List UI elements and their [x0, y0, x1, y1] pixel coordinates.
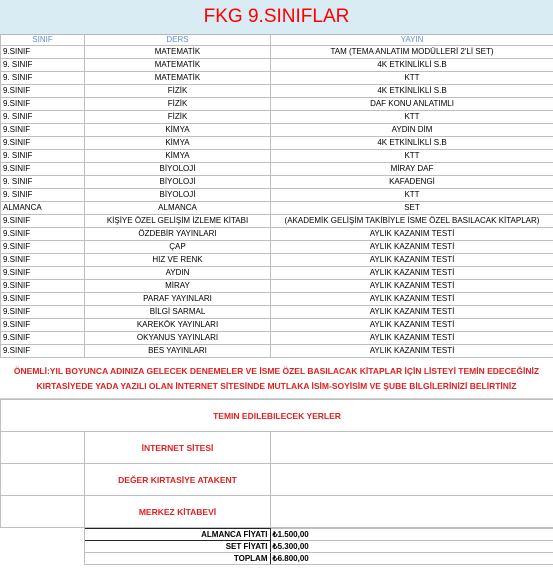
table-row — [1, 85, 553, 98]
cell-yayin: AYLIK KAZANIM TESTİ — [271, 280, 553, 293]
cell-yayin: AYLIK KAZANIM TESTİ — [271, 267, 553, 280]
supply-table — [0, 399, 553, 528]
cell-sinif: ALMANCA — [1, 202, 85, 215]
table-row — [1, 332, 553, 345]
cell-yayin: SET — [271, 202, 553, 215]
cell-ders: KAREKÖK YAYINLARI — [85, 319, 271, 332]
book-list-table — [0, 35, 553, 358]
cell-yayin: AYLIK KAZANIM TESTİ — [271, 319, 553, 332]
note-line-1: ÖNEMLİ:YIL BOYUNCA ADINIZA GELECEK DENEMELER VE İSME ÖZEL BASILACAK KİTAPLAR İÇİN LİSTEYİ TEMİN EDECEĞİNİZ — [13, 366, 540, 376]
cell-yayin: KTT — [271, 189, 553, 202]
cell-ders: BES YAYINLARI — [85, 345, 271, 358]
cell-sinif: 9.SINIF — [1, 98, 85, 111]
cell-ders: BİYOLOJİ — [85, 189, 271, 202]
cell-yayin: AYLIK KAZANIM TESTİ — [271, 345, 553, 358]
cell-ders: ALMANCA — [85, 202, 271, 215]
cell-yayin: AYLIK KAZANIM TESTİ — [271, 241, 553, 254]
cell-yayin: KTT — [271, 150, 553, 163]
price-label: SET FİYATI — [84, 541, 270, 553]
cell-sinif: 9.SINIF — [1, 319, 85, 332]
price-row — [0, 553, 553, 565]
cell-yayin: 4K ETKİNLİKLİ S.B — [271, 59, 553, 72]
cell-ders: KİMYA — [85, 124, 271, 137]
cell-sinif: 9.SINIF — [1, 267, 85, 280]
cell-sinif: 9. SINIF — [1, 150, 85, 163]
price-value: ₺6.800,00 — [270, 553, 553, 565]
cell-sinif: 9.SINIF — [1, 215, 85, 228]
cell-yayin: KTT — [271, 72, 553, 85]
table-row — [1, 202, 553, 215]
cell-ders: KİMYA — [85, 150, 271, 163]
cell-sinif: 9.SINIF — [1, 254, 85, 267]
table-row — [1, 319, 553, 332]
price-label: TOPLAM — [84, 553, 270, 565]
table-row — [1, 176, 553, 189]
important-note — [0, 358, 553, 399]
cell-sinif: 9. SINIF — [1, 59, 85, 72]
supply-internet: İNTERNET SİTESİ — [85, 432, 271, 464]
cell-yayin: AYLIK KAZANIM TESTİ — [271, 254, 553, 267]
price-table — [0, 528, 553, 565]
cell-ders: FİZİK — [85, 98, 271, 111]
price-row — [0, 541, 553, 553]
cell-sinif: 9.SINIF — [1, 306, 85, 319]
cell-yayin: AYDIN DİM — [271, 124, 553, 137]
cell-yayin: DAF KONU ANLATIMLI — [271, 98, 553, 111]
cell-yayin: AYLIK KAZANIM TESTİ — [271, 228, 553, 241]
cell-yayin: KTT — [271, 111, 553, 124]
cell-ders: MATEMATİK — [85, 46, 271, 59]
cell-sinif: 9.SINIF — [1, 137, 85, 150]
table-row — [1, 59, 553, 72]
table-row — [1, 72, 553, 85]
cell-sinif: 9. SINIF — [1, 111, 85, 124]
price-row — [0, 529, 553, 541]
header-yayin: YAYIN — [271, 35, 553, 46]
supply-merkez: MERKEZ KİTABEVİ — [85, 496, 271, 528]
cell-ders: FİZİK — [85, 111, 271, 124]
cell-ders: MATEMATİK — [85, 59, 271, 72]
table-row — [1, 254, 553, 267]
cell-ders: MİRAY — [85, 280, 271, 293]
cell-yayin: MİRAY DAF — [271, 163, 553, 176]
cell-ders: ÖZDEBİR YAYINLARI — [85, 228, 271, 241]
table-row — [1, 137, 553, 150]
page-title: FKG 9.SINIFLAR — [0, 0, 553, 35]
cell-yayin: (AKADEMİK GELİŞİM TAKİBİYLE İSME ÖZEL BASILACAK KİTAPLAR) — [271, 215, 553, 228]
table-row — [1, 111, 553, 124]
cell-sinif: 9.SINIF — [1, 163, 85, 176]
table-header — [1, 35, 553, 46]
header-sinif: SINIF — [1, 35, 85, 46]
supply-title: TEMIN EDILEBILECEK YERLER — [1, 400, 553, 432]
cell-yayin: AYLIK KAZANIM TESTİ — [271, 293, 553, 306]
table-body — [1, 46, 553, 358]
cell-yayin: AYLIK KAZANIM TESTİ — [271, 306, 553, 319]
cell-sinif: 9.SINIF — [1, 124, 85, 137]
cell-ders: HIZ VE RENK — [85, 254, 271, 267]
table-row — [1, 163, 553, 176]
cell-yayin: TAM (TEMA ANLATIM MODÜLLERİ 2'Lİ SET) — [271, 46, 553, 59]
cell-sinif: 9.SINIF — [1, 280, 85, 293]
cell-ders: KİMYA — [85, 137, 271, 150]
cell-sinif: 9.SINIF — [1, 85, 85, 98]
cell-ders: ÇAP — [85, 241, 271, 254]
table-row — [1, 267, 553, 280]
cell-ders: BİYOLOJİ — [85, 176, 271, 189]
cell-ders: AYDIN — [85, 267, 271, 280]
cell-sinif: 9. SINIF — [1, 72, 85, 85]
table-row — [1, 280, 553, 293]
price-value: ₺1.500,00 — [270, 529, 553, 541]
cell-ders: BİLGİ SARMAL — [85, 306, 271, 319]
cell-sinif: 9.SINIF — [1, 228, 85, 241]
price-value: ₺5.300,00 — [270, 541, 553, 553]
cell-ders: PARAF YAYINLARI — [85, 293, 271, 306]
cell-sinif: 9.SINIF — [1, 332, 85, 345]
supply-kirtasiye: DEĞER KIRTASİYE ATAKENT — [85, 464, 271, 496]
cell-ders: FİZİK — [85, 85, 271, 98]
cell-yayin: 4K ETKİNLİKLİ S.B — [271, 85, 553, 98]
cell-sinif: 9. SINIF — [1, 176, 85, 189]
cell-sinif: 9.SINIF — [1, 293, 85, 306]
cell-sinif: 9. SINIF — [1, 189, 85, 202]
cell-ders: MATEMATİK — [85, 72, 271, 85]
table-row — [1, 46, 553, 59]
table-row — [1, 98, 553, 111]
table-row — [1, 215, 553, 228]
cell-ders: KİŞİYE ÖZEL GELİŞİM İZLEME KİTABI — [85, 215, 271, 228]
cell-ders: BİYOLOJİ — [85, 163, 271, 176]
cell-yayin: AYLIK KAZANIM TESTİ — [271, 332, 553, 345]
price-label: ALMANCA FİYATI — [84, 529, 270, 541]
cell-yayin: KAFADENGİ — [271, 176, 553, 189]
table-row — [1, 228, 553, 241]
cell-sinif: 9.SINIF — [1, 46, 85, 59]
cell-sinif: 9.SINIF — [1, 345, 85, 358]
cell-ders: OKYANUS YAYINLARI — [85, 332, 271, 345]
table-row — [1, 150, 553, 163]
table-row — [1, 189, 553, 202]
table-row — [1, 241, 553, 254]
table-row — [1, 124, 553, 137]
cell-yayin: 4K ETKİNLİKLİ S.B — [271, 137, 553, 150]
table-row — [1, 345, 553, 358]
table-row — [1, 293, 553, 306]
header-ders: DERS — [85, 35, 271, 46]
note-line-2: KIRTASİYEDE YADA YAZILI OLAN İNTERNET SİTESİNDE MUTLAKA İSİM-SOYİSİM VE ŞUBE BİLGİLERİNİZİ BELİRTİNİZ — [36, 381, 517, 391]
cell-sinif: 9.SINIF — [1, 241, 85, 254]
table-row — [1, 306, 553, 319]
